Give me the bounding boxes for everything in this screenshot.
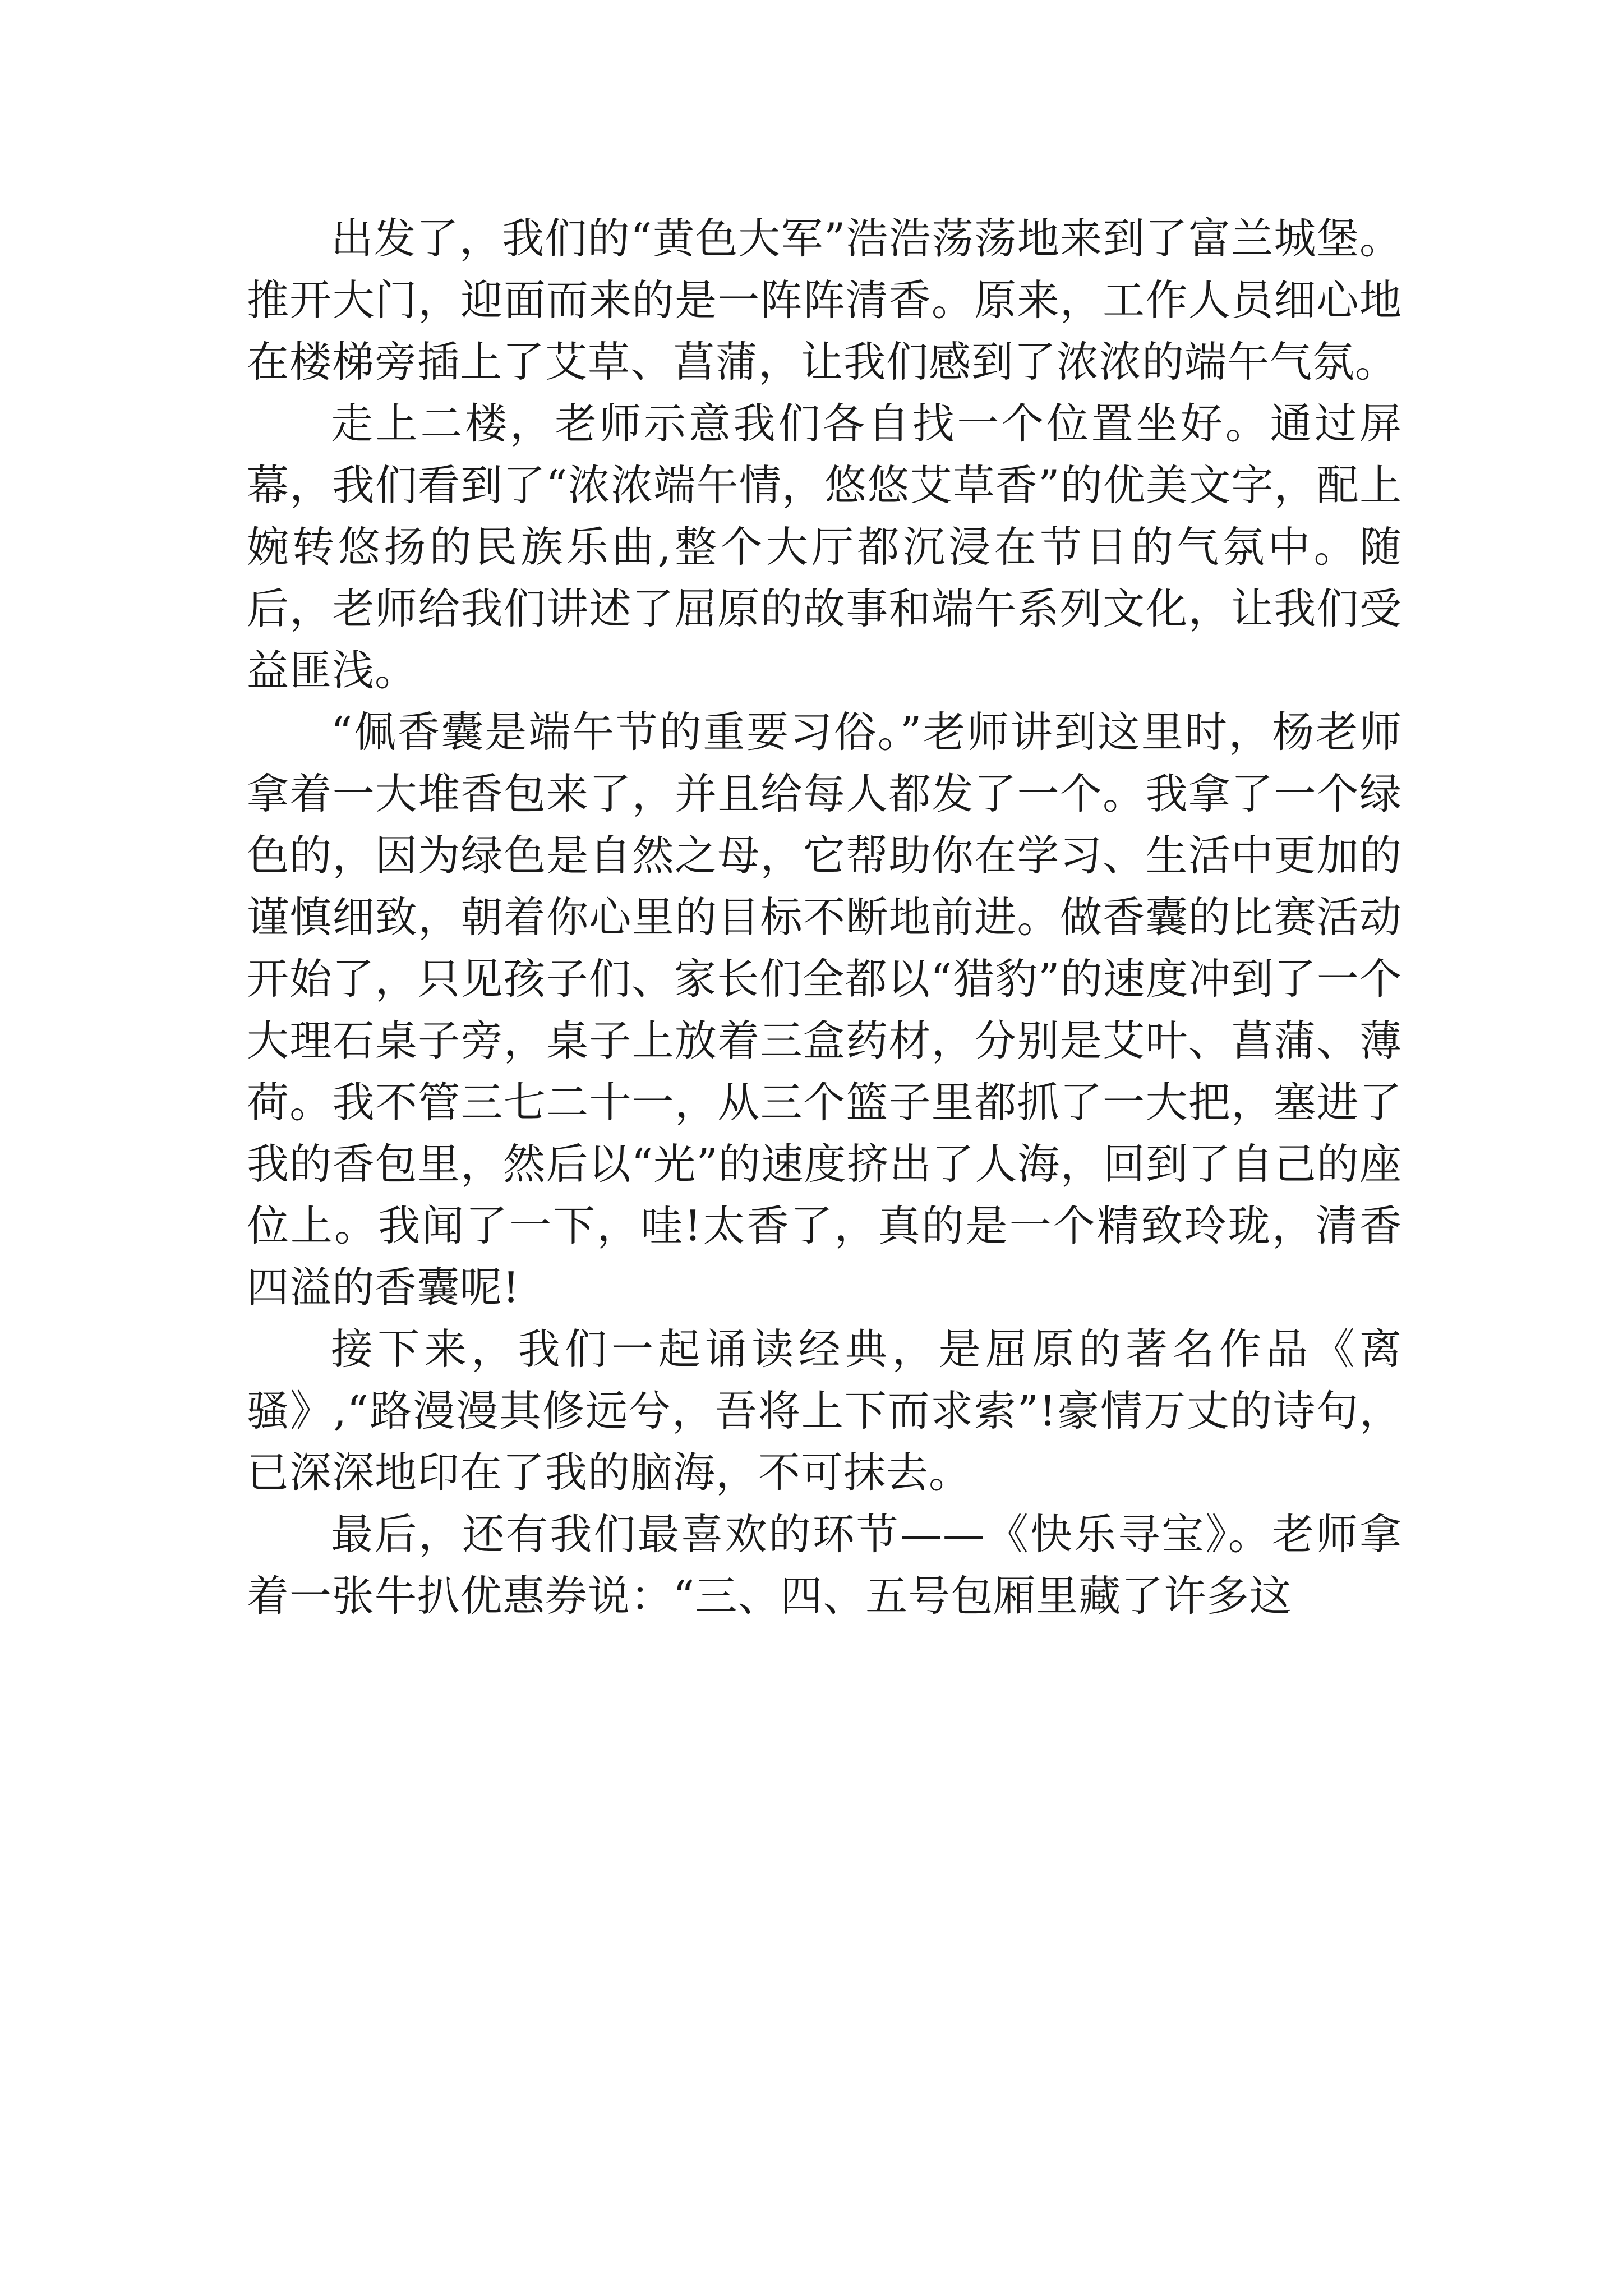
paragraph-arrival: 出发了，我们的“黄色大军”浩浩荡荡地来到了富兰城堡。推开大门，迎面而来的是一阵阵清香。原来，工作人员细心地在楼梯旁插上了艾草、菖蒲，让我们感到了浓浓的端午气氛。: [247, 214, 1402, 386]
article-body: [247, 208, 1402, 1627]
paragraph-second-floor: 走上二楼，老师示意我们各自找一个位置坐好。通过屏幕，我们看到了“浓浓端午情，悠悠艾草香”的优美文字，配上婉转悠扬的民族乐曲,整个大厅都沉浸在节日的气氛中。随后，老师给我们讲述了屈原的故事和端午系列文化，让我们受益匪浅。: [247, 399, 1402, 695]
paragraph-sachet: “佩香囊是端午节的重要习俗。”老师讲到这里时，杨老师拿着一大堆香包来了，并且给每人都发了一个。我拿了一个绿色的，因为绿色是自然之母，它帮助你在学习、生活中更加的谨慎细致，朝着你心里的目标不断地前进。做香囊的比赛活动开始了，只见孩子们、家长们全都以“猎豹”的速度冲到了一个大理石桌子旁，桌子上放着三盒药材，分别是艾叶、菖蒲、薄荷。我不管三七二十一，从三个篮子里都抓了一大把，塞进了我的香包里，然后以“光”的速度挤出了人海，回到了自己的座位上。我闻了一下，哇!太香了，真的是一个精致玲珑，清香四溢的香囊呢!: [247, 707, 1402, 1312]
paragraph-treasure-hunt: 最后，还有我们最喜欢的环节——《快乐寻宝》。老师拿着一张牛扒优惠券说：“三、四、五号包厢里藏了许多这: [247, 1510, 1402, 1621]
paragraph-recitation: 接下来，我们一起诵读经典，是屈原的著名作品《离骚》,“路漫漫其修远兮，吾将上下而求索”!豪情万丈的诗句，已深深地印在了我的脑海，不可抹去。: [247, 1324, 1402, 1497]
